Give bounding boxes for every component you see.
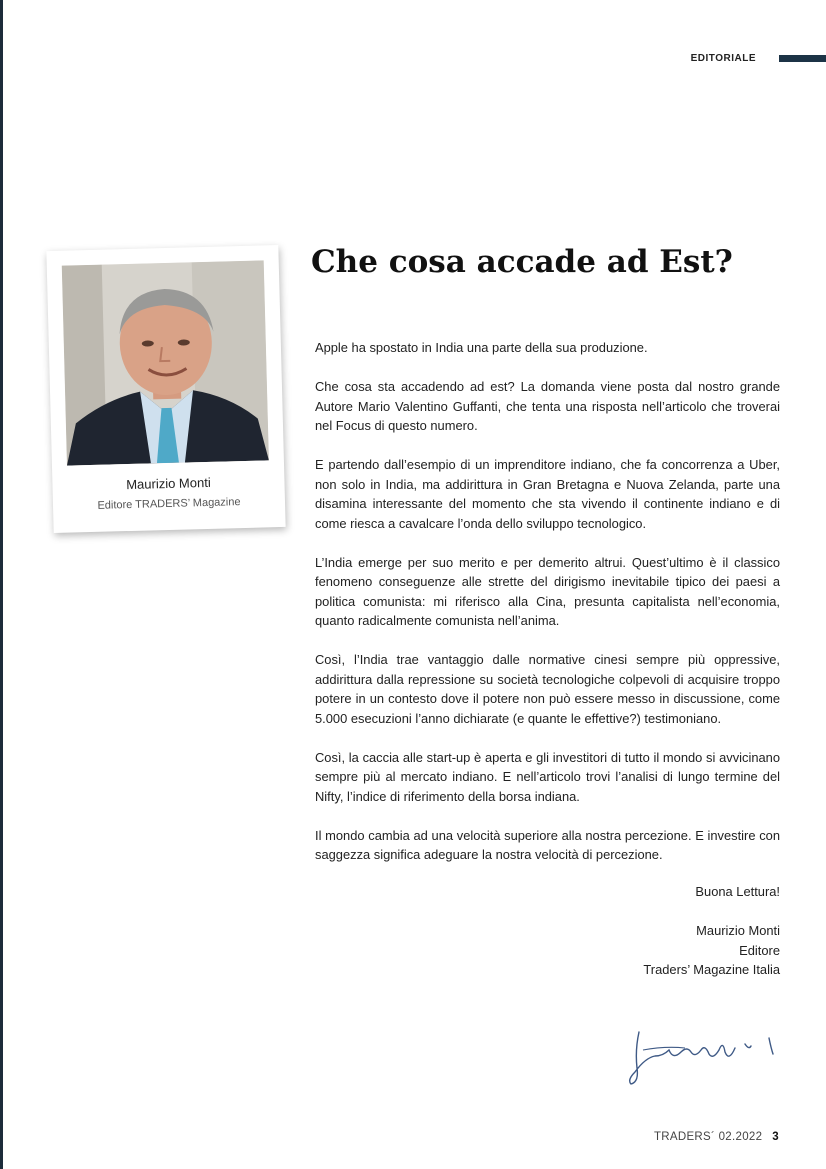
author-photo — [62, 260, 269, 465]
paragraph: Il mondo cambia ad una velocità superiore alla nostra percezione. E investire con saggezza significa adeguare la nostra velocità di percezione. — [315, 827, 780, 862]
section-label: EDITORIALE — [690, 53, 756, 64]
paragraph: Così, l’India trae vantaggio dalle normative cinesi sempre più oppressive, addirittura dalla repressione su società tecnologiche colpevoli di acquisire troppo potere in un contesto dove il potere non può essere messo in discussione, come 5.000 esecuzioni l’anno dichiarate (e quante le effettive?) testimoniano. — [315, 652, 780, 726]
paragraph: E partendo dall’esempio di un imprenditore indiano, che fa concorrenza a Uber, non solo in India, ma addirittura in Gran Bretagna e Nuova Zelanda, parte una disamina interessante del momento che sta vivendo il continente indiano e di come riesca a cavalcare l’onda dello sviluppo tecnologico. — [315, 457, 780, 531]
paragraph: Così, la caccia alle start-up è aperta e gli investitori di tutto il mondo si avvicinano sempre più al mercato indiano. E nell’articolo trovi l’analisi di lungo termine del Nifty, l’indice di riferimento della borsa indiana. — [315, 749, 780, 804]
section-bar — [779, 55, 826, 62]
closing-role: Editore — [739, 942, 780, 958]
closing-name: Maurizio Monti — [696, 923, 780, 938]
paragraph: L’India emerge per suo merito e per demerito altrui. Quest’ultimo è il classico fenomeno conseguenze alle strette del dirigismo inevitabile tipico dei paesi a politica comunista: mi riferisco alla Cina, presunta capitalista nell’economia, quanto radicalmente comunista nell’anima. — [315, 554, 780, 628]
left-edge-rule — [0, 0, 3, 1169]
author-polaroid — [46, 245, 285, 533]
issue-label: TRADERS´ 02.2022 — [653, 1131, 763, 1143]
paragraph: Apple ha spostato in India una parte della sua produzione. — [315, 340, 648, 355]
author-name: Maurizio Monti — [126, 474, 211, 493]
closing-greeting: Buona Lettura! — [695, 884, 780, 899]
paragraph: Che cosa sta accadendo ad est? La domanda viene posta dal nostro grande Autore Mario Valentino Guffanti, che tenta una risposta nell’articolo che troverai nel Focus di questo numero. — [315, 379, 780, 433]
handwritten-signature — [625, 1020, 785, 1090]
closing-company: Traders’ Magazine Italia — [643, 962, 780, 977]
article-title: Che cosa accade ad Est? — [311, 244, 733, 280]
page-number: 3 — [772, 1131, 779, 1143]
page-footer — [654, 1131, 779, 1143]
closing-block — [643, 882, 780, 980]
author-role: Editore TRADERS’ Magazine — [97, 496, 241, 512]
article-body — [315, 338, 780, 884]
